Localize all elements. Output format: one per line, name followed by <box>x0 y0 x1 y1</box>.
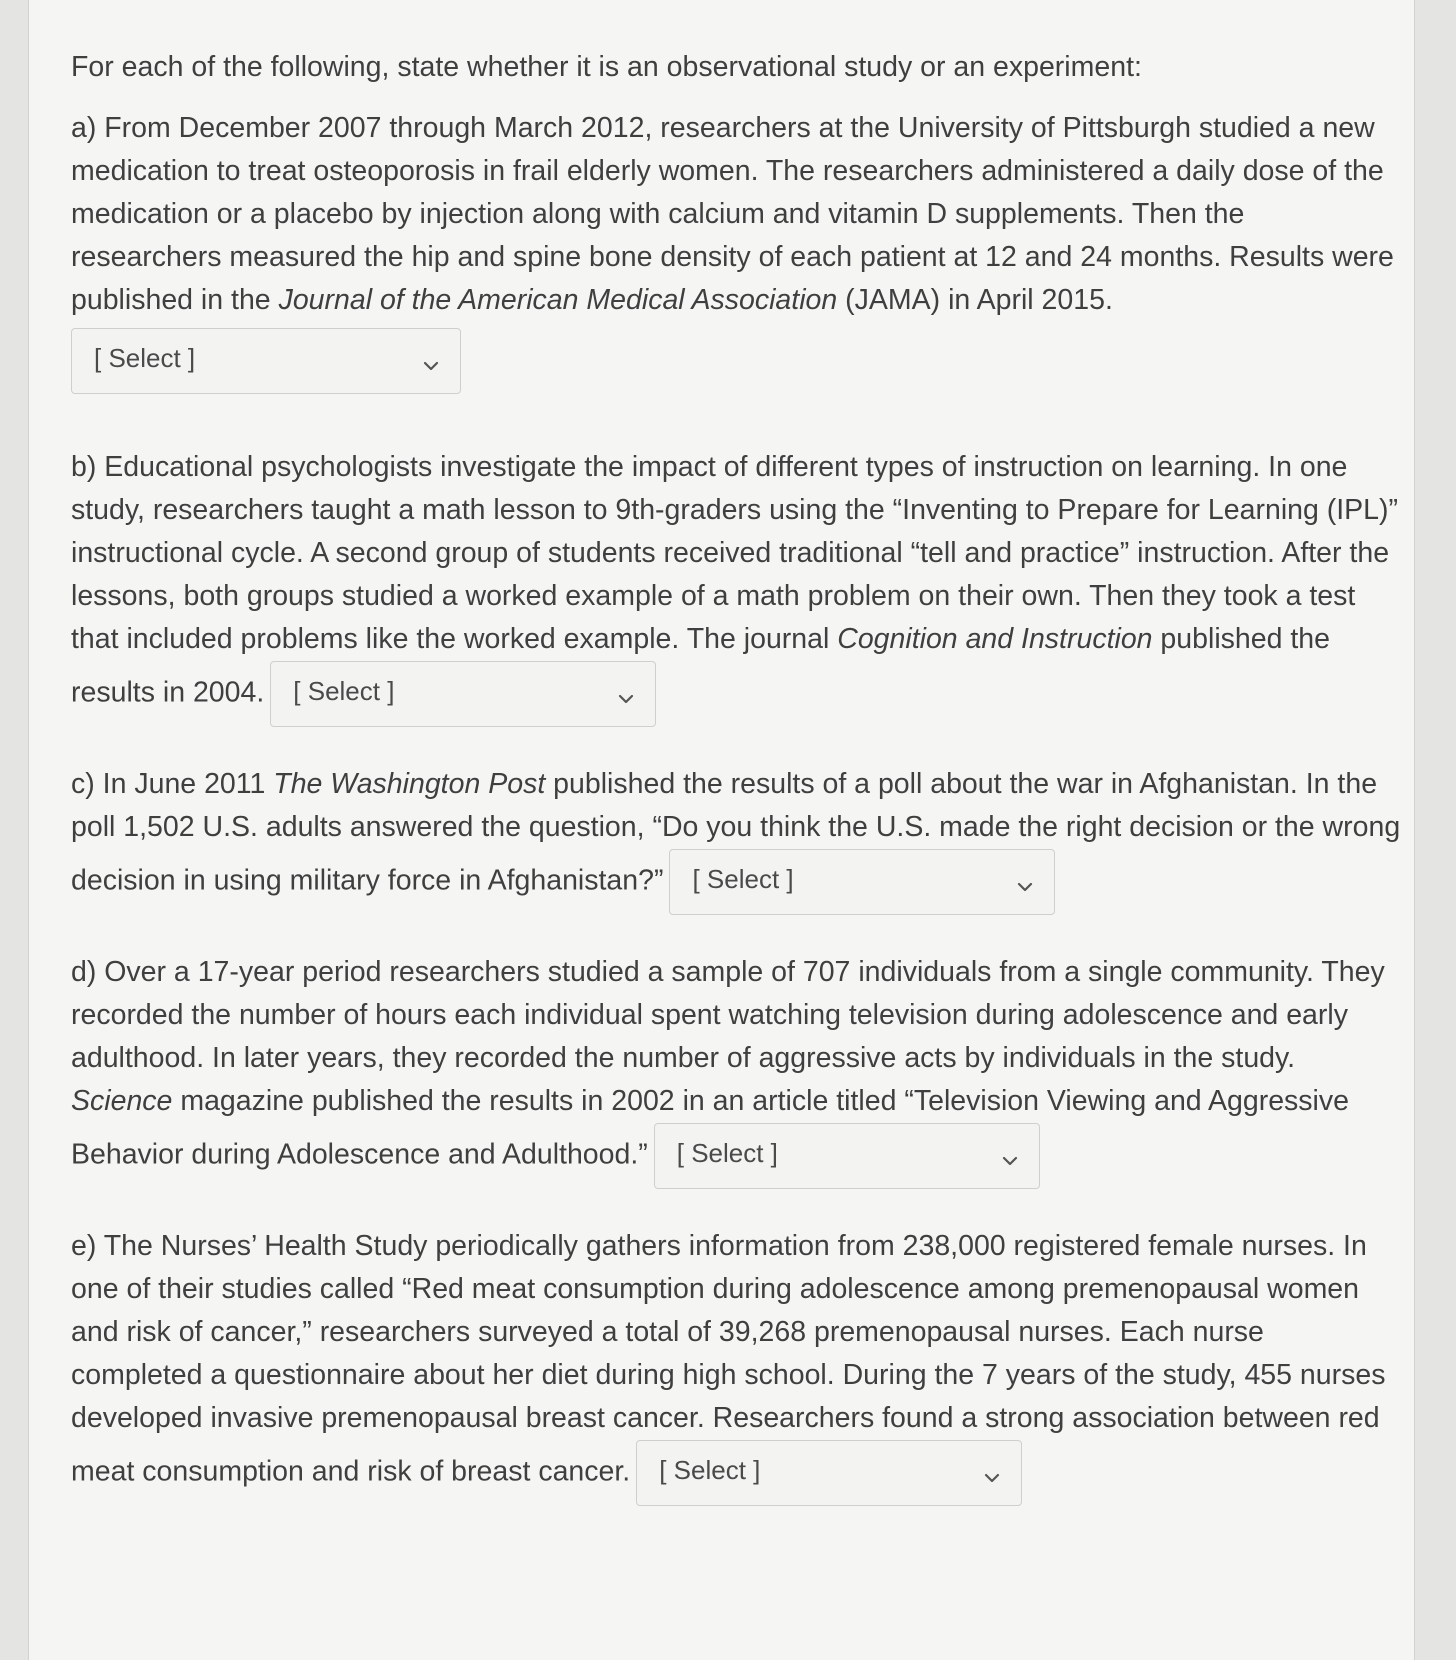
question-d-text-start: d) Over a 17-year period researchers studied a sample of 707 individuals from a single community. They recorded the number of hours each individual spent watching television during adolescence and early adulthood. In later years, they recorded the number of aggressive acts by individuals in the study. <box>71 956 1385 1074</box>
question-a-text-start: a) From December 2007 through March 2012, researchers at the University of Pittsburgh studied a new medication to treat osteoporosis in frail elderly women. The researchers administered a daily dose of the medication or a placebo by injection along with calcium and vitamin D supplements. Then the researchers measured the hip and spine bone density of each patient at 12 and 24 months. Results were published in the <box>71 112 1394 316</box>
question-a-select-value: [ Select ] <box>94 343 196 373</box>
question-a-text <box>71 107 1401 322</box>
question-e-text-body: e) The Nurses’ Health Study periodically gathers information from 238,000 registered female nurses. In one of their studies called “Red meat consumption during adolescence among premenopausal women and risk of cancer,” researchers surveyed a total of 39,268 premenopausal nurses. Each nurse completed a questionnaire about her diet during high school. During the 7 years of the study, 455 nurses developed invasive premenopausal breast cancer. Researchers found a strong association between red meat consumption and risk of breast cancer. <box>71 1230 1386 1488</box>
question-b-select[interactable] <box>270 661 656 727</box>
question-c-text <box>71 763 1401 915</box>
question-d-magazine: Science <box>71 1085 173 1117</box>
question-d <box>71 951 1401 1189</box>
chevron-down-icon <box>1014 876 1036 898</box>
question-c-text-end: published the results of a poll about the war in Afghanistan. In the poll 1,502 U.S. adults answered the question, “Do you think the U.S. made the right decision or the wrong decision in using military force in Afghanistan?” <box>71 768 1401 897</box>
question-a-select[interactable] <box>71 328 461 394</box>
question-e-select[interactable] <box>636 1440 1022 1506</box>
question-b-select-value: [ Select ] <box>293 676 395 706</box>
question-e <box>71 1225 1401 1506</box>
question-instructions: For each of the following, state whether it is an observational study or an experiment: <box>71 51 1142 83</box>
chevron-down-icon <box>981 1467 1003 1489</box>
chevron-down-icon <box>615 688 637 710</box>
question-content <box>71 46 1401 1542</box>
question-card <box>28 0 1415 1660</box>
question-c-select-value: [ Select ] <box>692 864 794 894</box>
question-c <box>71 763 1401 915</box>
question-b <box>71 446 1401 727</box>
question-c-text-start: c) In June 2011 <box>71 768 274 800</box>
question-d-text <box>71 951 1401 1189</box>
question-c-select[interactable] <box>669 849 1055 915</box>
question-d-select[interactable] <box>654 1123 1040 1189</box>
question-b-text-end: published the results in 2004. <box>71 623 1330 709</box>
question-d-select-value: [ Select ] <box>676 1138 778 1168</box>
question-b-text-start: b) Educational psychologists investigate the impact of different types of instruction on learning. In one study, researchers taught a math lesson to 9th-graders using the “Inventing to Prepare for Learning (IPL)” instructional cycle. A second group of students received traditional “tell and practice” instruction. After the lessons, both groups studied a worked example of a math problem on their own. Then they took a test that included problems like the worked example. The journal <box>71 451 1399 655</box>
question-a <box>71 107 1401 394</box>
question-b-journal: Cognition and Instruction <box>837 623 1153 655</box>
question-b-text <box>71 446 1401 727</box>
question-a-journal: Journal of the American Medical Association <box>278 284 838 316</box>
question-a-text-end: (JAMA) in April 2015. <box>837 284 1113 316</box>
chevron-down-icon <box>999 1150 1021 1172</box>
question-d-text-end: magazine published the results in 2002 in an article titled “Television Viewing and Aggressive Behavior during Adolescence and Adulthood.” <box>71 1085 1349 1171</box>
question-e-select-value: [ Select ] <box>659 1455 761 1485</box>
question-e-text <box>71 1225 1401 1506</box>
chevron-down-icon <box>420 355 442 377</box>
question-c-newspaper: The Washington Post <box>273 768 546 800</box>
